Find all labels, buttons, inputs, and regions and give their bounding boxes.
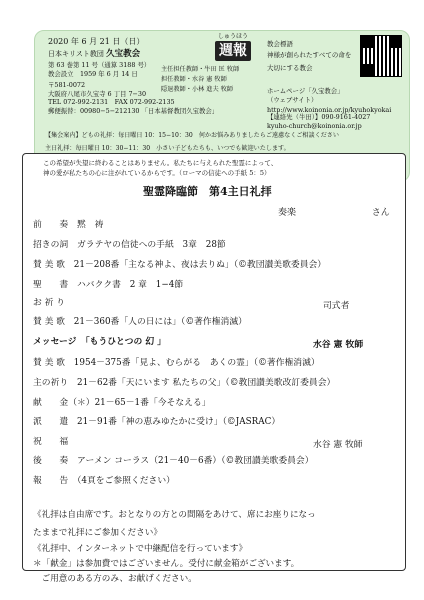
phone-fax: TEL 072-992-2131 FAX 072-992-2135 [48,98,175,106]
meeting-info-2: 主日礼拝：毎日曜日 10：30−11：30 小さい子どもたちも、いつでも歓迎いたします。 [45,145,290,152]
order-item: 祝 福 [33,437,69,447]
note-line-5: ご用意のある方のみ、お献げください。 [33,574,197,584]
church-name-line [48,50,140,60]
order-item: 前 奏 黙 祷 [33,220,104,230]
note-line-4: ＊「献金」は参加費ではございません。受付に献金箱がございます。 [33,559,300,569]
verse-line-2: 神の愛が私たちの心に注がれているからです。（ローマの信徒への手紙 5：5） [43,169,271,177]
note-line-2: たままで礼拝にご参加ください》 [33,528,162,538]
order-item: 主の祈り 21－62番「天にいます 私たちの父」（©教団讃美歌改訂委員会） [33,378,336,388]
address-line-1: 〒581-0072 [48,81,86,89]
order-item-role: 水谷 憲 牧師 [313,440,363,450]
pastor-1: 主任担任教師・牛田 匡 牧師 [161,66,240,73]
order-item-message: メッセージ 「もうひとつの 幻 」 [33,337,166,347]
organist-line [278,208,390,219]
motto-line-2: 大切にする教会 [267,64,313,72]
church-name: 久宝教会 [106,49,141,59]
pastor-list [161,65,239,95]
order-item: 賛 美 歌 21－360番「人の日には」（©著作権消滅） [33,317,247,327]
order-item: 献 金（＊）21－65－1番「今そなえる」 [33,398,211,408]
note-line-1: 《礼拝は自由席です。おとなりの方との間隔をあけて、席にお座りになっ [33,510,316,520]
website-info [267,87,391,115]
address-line-2: 大阪府八尾市久宝寺 6 丁目 7−30 [48,90,147,98]
order-item: お 祈 り [33,298,65,308]
website-url[interactable]: http://www.koinonia.or.jp/kyuhokyokai [267,105,392,114]
note-line-3: 《礼拝中、インターネットで中継配信を行っています》 [33,544,248,554]
order-item: 後 奏 アーメン コーラス（21－40－6番）（©教団讃美歌委員会） [33,456,314,466]
motto-line-1: 神様が創られたすべての命を [267,51,352,59]
order-item: 招きの詞 ガラテヤの信徒への手紙 3章 28節 [33,240,226,250]
qr-code-icon[interactable] [360,35,402,77]
order-item: 賛 美 歌 1954－375番「見よ、むらがる あくの霊」（©著作権消滅） [33,358,320,368]
postal-transfer: 郵便振替：00980−5−212130 「日本基督教団久宝教会」 [48,107,219,115]
organist-suffix: さん [371,208,390,218]
church-address [48,81,146,99]
verse-line-1: この希望が失望に終わることはありません。私たちに与えられた聖霊によって、 [43,159,278,167]
founded-date: 教会設立 1959 年 6 月 14 日 [48,70,138,78]
order-item-role: 水谷 憲 牧師 [313,340,364,350]
pastor-2: 担任教師・水谷 憲 牧師 [161,76,227,83]
website-label: ホームページ「久宝教会」 [267,87,344,95]
contact-phone: 【連絡先（牛田）】090-9161-4027 [267,113,371,121]
meeting-info-1: 【集会案内】どもの礼拝：毎日曜日 10：15−10：30 何かお悩みありましたらご遠慮なくご相談ください [45,132,339,139]
service-order-box [22,153,406,584]
motto-label: 教会標語 [267,40,293,48]
order-item: 聖 書 ハバクク書 2 章 1−4節 [33,280,184,290]
issue-number: 第 63 巻第 11 号（通算 3188 号） [48,61,151,69]
service-title: 聖霊降臨節 第4主日礼拝 [143,185,272,198]
bulletin-date: 2020 年 6 月 21 日（日） [48,37,145,46]
organist-label: 奏楽 [278,208,297,218]
order-item: 報 告 （4頁をご参照ください） [33,476,175,486]
order-item: 派 遣 21－91番「神の恵みゆたかに受け」（©JASRAC） [33,417,281,427]
pastor-3: 隠退教師・小林 進夫 牧師 [161,86,233,93]
logo-ruby: しゅうほう [217,33,248,40]
church-prefix: 日本キリスト教団 [48,50,104,58]
order-item-role: 司式者 [323,301,350,311]
bulletin-logo: 週報 [215,41,251,61]
website-sub: （ウェブサイト） [267,96,318,105]
contact-email[interactable]: kyuho-church@koinonia.or.jp [267,122,362,130]
order-item: 賛 美 歌 21－208番「主なる神よ、夜は去りぬ」（©教団讃美歌委員会） [33,260,327,270]
